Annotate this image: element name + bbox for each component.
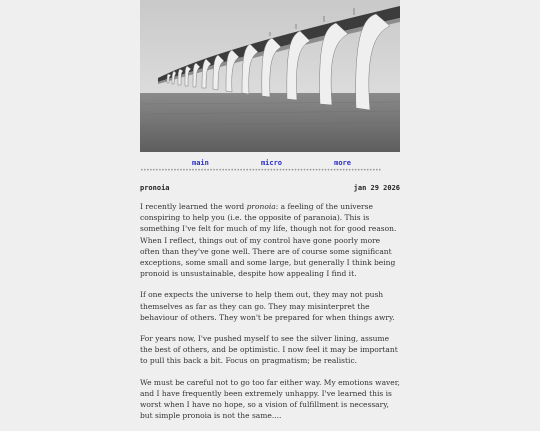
post-header (140, 184, 400, 192)
paragraph-1 (140, 201, 400, 279)
nav-link-more[interactable]: more (334, 159, 351, 167)
post-date: jan 29 2026 (353, 184, 400, 192)
nav-link-main[interactable]: main (192, 159, 209, 167)
nav-link-micro[interactable]: micro (260, 159, 283, 167)
dotted-divider: •••••••••••••••••••••••••••••••••••••••••••••••••••••••••••••••••••••••••••••••• (140, 168, 381, 174)
emphasis-word: pronoia (246, 202, 276, 211)
paragraph-4: We must be careful not to go too far either way. My emotions waver, and I have frequently been extremely unhappy. I've learned this is worst when I have no hope, so a vision of fulfillment is necessary, but simple pronoia is not the same.... (140, 377, 400, 421)
post-body (140, 201, 400, 421)
page-column (140, 0, 400, 431)
paragraph-1-start: I recently learned the word (140, 202, 247, 211)
post-title: pronoia (140, 184, 170, 192)
paragraph-2: If one expects the universe to help them out, they may not push themselves as far as they can go. They may misinterpret the behaviour of others. They won't be prepared for when things awry. (140, 290, 395, 322)
paragraph-1-rest: : a feeling of the universe conspiring to help you (i.e. the opposite of paranoia). This is something I've felt for much of my life, though not for good reason. When I reflect, things out of my control have gone poorly more often than they've gone well. There are of course some significant exceptions, some small and some large, but generally I think being pronoid is unsustainable, despite how appealing I find it. (140, 202, 397, 279)
hero-image (140, 0, 400, 152)
paragraph-3: For years now, I've pushed myself to see the silver lining, assume the best of others, and be optimistic. I now feel it may be important to pull this back a bit. Focus on pragmatism; be realistic. (140, 334, 398, 366)
